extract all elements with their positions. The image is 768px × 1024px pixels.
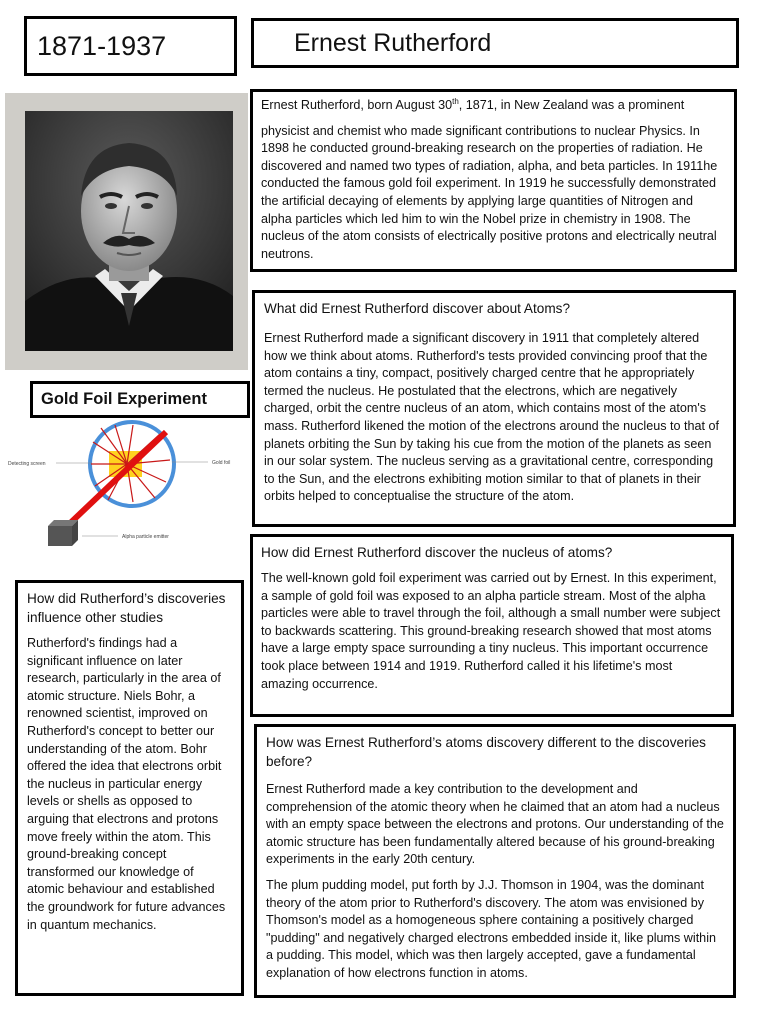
discover-nucleus-heading: How did Ernest Rutherford discover the nucleus of atoms?: [261, 545, 613, 560]
influence-heading: How did Rutherford’s discoveries influence other studies: [27, 591, 226, 625]
discover-nucleus-body: The well-known gold foil experiment was carried out by Ernest. In this experiment, a sample of gold foil was exposed to an alpha particle stream. Most of the alpha particles were able to travel through the foil, although a small number were subject to backwards scattering. This ground-breaking research showed that most atoms have a large empty space surrounding a tiny nucleus. This important occurrence took place between 1914 and 1919. Rutherford called it his lifetime's most amazing occurrence.: [261, 571, 721, 691]
different-heading: How was Ernest Rutherford’s atoms discovery different to the discoveries before?: [266, 735, 706, 769]
dates-box: [24, 16, 237, 76]
portrait-illustration: [25, 111, 233, 351]
gold-foil-label: [30, 381, 250, 418]
influence-body: Rutherford's findings had a significant influence on later research, particularly in the area of atomic structure. Niels Bohr, a renowned scientist, improved on Rutherford's concept to better our understanding of the atom. Bohr offered the idea that electrons orbit the nucleus in particular energy levels or shells as opposed to arguing that electrons and protons move freely within the atom. This ground-breaking concept transformed our knowledge of atomic behaviour and established the groundwork for future advances in quantum mechanics.: [27, 636, 226, 932]
diagram-label-foil: Gold foil: [212, 460, 231, 466]
different-body-2: The plum pudding model, put forth by J.J. Thomson in 1904, was the dominant theory of the atom prior to Rutherford's discovery. The atom was envisioned by Thomson's model as a homogeneous sphere containing a positively charged "pudding" and negatively charged electrons embedded inside it, like plums within a pudding. This model, which was then largely accepted, gave a fundamental explanation of how electrons function in atoms.: [266, 877, 716, 980]
discover-atoms-box: [252, 290, 736, 527]
photo-frame: [5, 93, 248, 370]
influence-box: [15, 580, 244, 996]
different-body-1: Ernest Rutherford made a key contribution to the development and comprehension of the atomic theory when he claimed that an atom had a nucleus with an empty space between the electrons and protons. Our understanding of the atomic structure has been fundamentally altered because of his ground-breaking experiments in the early 20th century.: [266, 782, 724, 867]
different-box: [254, 724, 736, 998]
diagram-label-screen: Detecting screen: [8, 461, 46, 467]
dates-title: 1871-1937: [37, 30, 167, 61]
bio-line-1: [261, 97, 726, 115]
emitter-box: [48, 520, 78, 546]
bio-box: [250, 89, 737, 272]
discover-atoms-body: Ernest Rutherford made a significant discovery in 1911 that completely altered how we think about atoms. Rutherford's tests provided convincing proof that the atom contains a tiny, compact, positively charged centre that he appropriately termed the nucleus. He postulated that the electrons, which are negatively charged, orbit the centre nucleus of an atom, which contains most of the atom's mass. Rutherford likened the motion of the electrons around the nucleus to that of planets orbiting the Sun by taking his cue from the motion of the planets as seen in our solar system. The nucleus serving as a gravitational centre, corresponding to the Sun, and the electrons exhibiting motion similar to that of planets in their orbits helped to conceptualise the structure of the atom.: [264, 331, 720, 504]
bio-line-1-end: , 1871, in New Zealand was a prominent: [458, 98, 685, 112]
bio-sup: th: [452, 96, 459, 106]
bio-line-1-text: Ernest Rutherford, born August 30: [261, 98, 453, 112]
gold-foil-diagram: [0, 420, 250, 555]
portrait-photo: [25, 111, 233, 351]
discover-atoms-heading: What did Ernest Rutherford discover about Atoms?: [264, 301, 571, 316]
name-box: [251, 18, 739, 68]
name-title: Ernest Rutherford: [294, 28, 492, 57]
discover-nucleus-box: [250, 534, 734, 717]
gold-foil-label-text: Gold Foil Experiment: [41, 390, 207, 408]
diagram-label-emitter: Alpha particle emitter: [122, 534, 169, 540]
bio-body: physicist and chemist who made significant contributions to nuclear Physics. In 1898 he conducted ground-breaking research on the properties of radiation. He discovered and named two types of radiation, alpha, and beta particles. In 1911he conducted the famous gold foil experiment. In 1919 he successfully demonstrated the artificial decaying of elements by applying large quantities of Nitrogen and alpha particles which led him to win the Nobel prize in chemistry in 1908. The nucleus of the atom consists of electrically positive protons and electrically neutral neutrons.: [261, 123, 718, 261]
